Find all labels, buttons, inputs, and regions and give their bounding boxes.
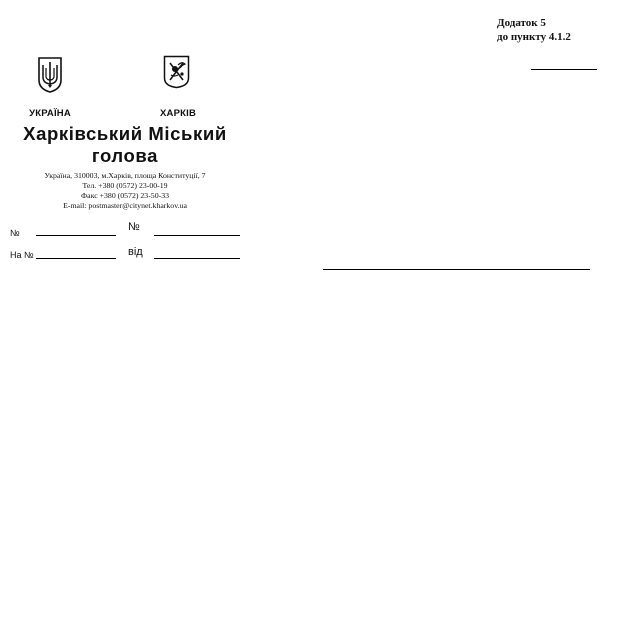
incoming-number-line[interactable] [154, 235, 240, 236]
fax-line: Факс +380 (0572) 23-50-33 [81, 191, 169, 200]
page-title [10, 123, 240, 167]
date-label: від [128, 246, 143, 258]
annex-line-1: Додаток 5 [497, 17, 546, 29]
outgoing-number-label: № [10, 228, 20, 238]
outgoing-number-line[interactable] [36, 235, 116, 236]
trident-coat-of-arms-icon [37, 56, 63, 94]
address-line-1: Україна, 310003, м.Харків, площа Конституції, 7 [44, 171, 206, 180]
country-caption: УКРАЇНА [29, 108, 71, 119]
reply-number-line[interactable] [36, 258, 116, 259]
city-caption: ХАРКІВ [159, 108, 197, 119]
address-block [14, 171, 236, 211]
reply-number-label: На № [10, 250, 34, 260]
email-line: E-mail: postmaster@citynet.kharkov.ua [63, 201, 187, 210]
addressee-rule-bottom [323, 269, 590, 270]
addressee-rule-top [531, 69, 597, 70]
incoming-number-label: № [128, 221, 140, 233]
kharkiv-coat-of-arms-icon [163, 55, 190, 89]
annex-line-2: до пункту 4.1.2 [497, 31, 571, 43]
annex-label [497, 16, 615, 44]
title-line-1: Харківський Міський [23, 123, 227, 144]
title-line-2: голова [91, 145, 159, 166]
phone-line: Тел. +380 (0572) 23-00-19 [82, 181, 168, 190]
date-line[interactable] [154, 258, 240, 259]
